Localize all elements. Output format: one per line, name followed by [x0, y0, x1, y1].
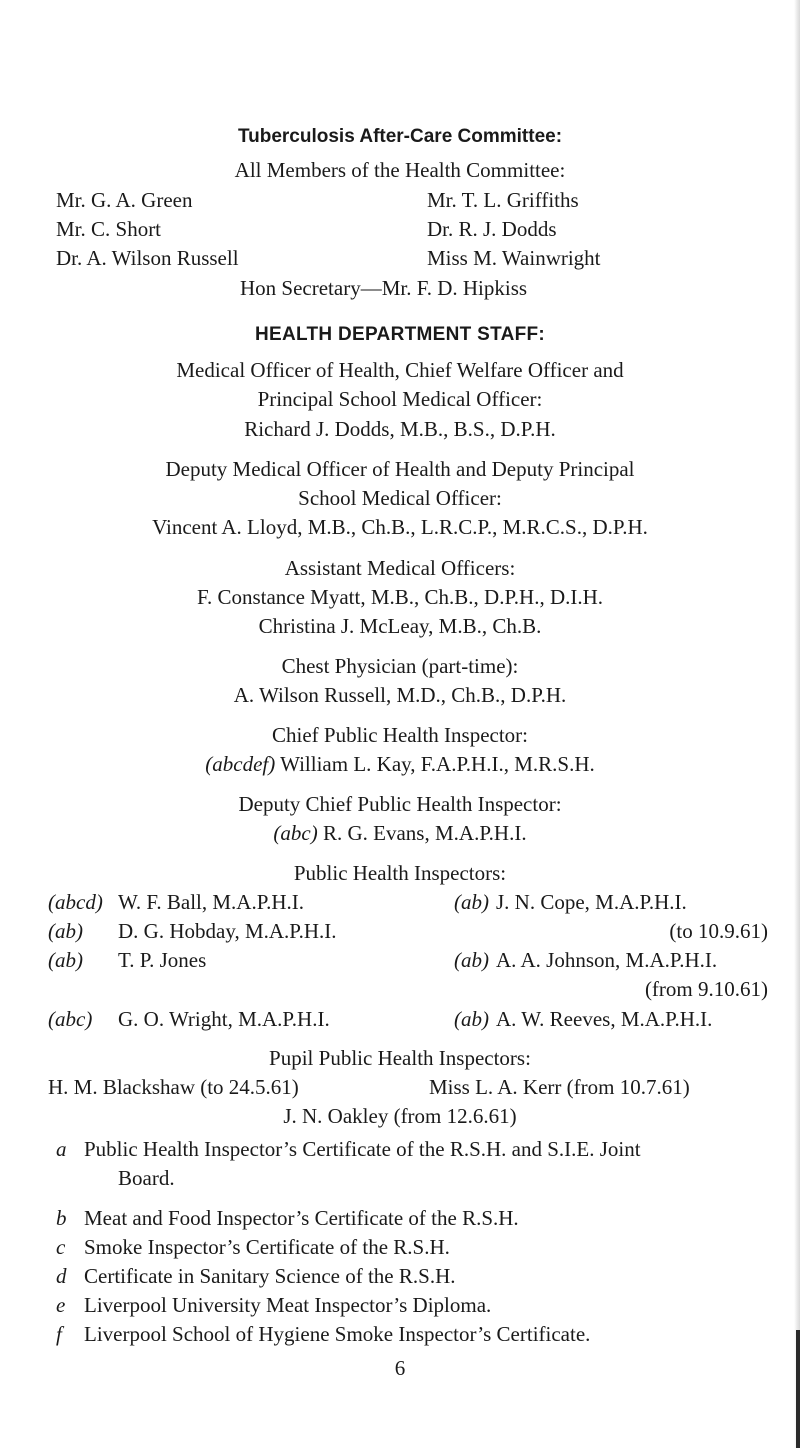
phi-name: J. N. Cope, M.A.P.H.I. [496, 890, 687, 914]
tb-member: Mr. T. L. Griffiths [427, 188, 579, 212]
tb-member: Miss M. Wainwright [427, 246, 601, 270]
key-text: Smoke Inspector’s Certificate of the R.S.H. [84, 1235, 450, 1259]
phi-name: A. W. Reeves, M.A.P.H.I. [496, 1007, 713, 1031]
qualification-codes: (ab) [454, 948, 489, 972]
chief-phi-role: Chief Public Health Inspector: [271, 723, 529, 747]
deputy-phi-entry [0, 820, 800, 846]
key-text: Public Health Inspector’s Certificate of the R.S.H. and S.I.E. Joint [84, 1137, 641, 1161]
tb-member: Dr. A. Wilson Russell [56, 246, 239, 270]
key-text: Liverpool School of Hygiene Smoke Inspector’s Certificate. [84, 1322, 591, 1346]
page-edge-binding [796, 1330, 800, 1448]
qualification-codes: (ab) [454, 1007, 489, 1031]
chief-phi-entry [0, 751, 800, 777]
tb-member: Mr. G. A. Green [56, 188, 193, 212]
deputy-role: School Medical Officer: [298, 486, 502, 510]
phi-name: G. O. Wright, M.A.P.H.I. [118, 1007, 330, 1031]
moh-name: Richard J. Dodds, M.B., B.S., D.P.H. [244, 417, 556, 441]
qualification-codes: (abcd) [48, 890, 103, 914]
deputy-name: Vincent A. Lloyd, M.B., Ch.B., L.R.C.P., M.R.C.S., D.P.H. [152, 515, 648, 539]
phi-name: D. G. Hobday, M.A.P.H.I. [118, 919, 337, 943]
tb-member: Mr. C. Short [56, 217, 162, 241]
pupil-name: J. N. Oakley (from 12.6.61) [283, 1104, 517, 1128]
phi-date-note: (to 10.9.61) [669, 919, 768, 943]
key-letter: e [56, 1293, 66, 1317]
moh-role: Medical Officer of Health, Chief Welfare Officer and [176, 358, 624, 382]
phi-name: W. F. Ball, M.A.P.H.I. [118, 890, 304, 914]
chest-role: Chest Physician (part-time): [281, 654, 519, 678]
tb-member: Dr. R. J. Dodds [427, 217, 557, 241]
key-letter: c [56, 1235, 66, 1259]
qualification-codes: (abc) [273, 821, 318, 845]
pupil-name: Miss L. A. Kerr (from 10.7.61) [429, 1075, 690, 1099]
key-letter: d [56, 1264, 67, 1288]
page-edge-shadow [794, 0, 800, 1448]
assistant-name: F. Constance Myatt, M.B., Ch.B., D.P.H., D.I.H. [196, 585, 604, 609]
deputy-phi-name: R. G. Evans, M.A.P.H.I. [322, 821, 527, 845]
key-letter: f [56, 1322, 62, 1346]
key-text: Board. [118, 1166, 175, 1190]
phi-name: T. P. Jones [118, 948, 207, 972]
key-text: Meat and Food Inspector’s Certificate of the R.S.H. [84, 1206, 519, 1230]
assistants-role: Assistant Medical Officers: [284, 556, 516, 580]
qualification-codes: (abc) [48, 1007, 93, 1031]
pupil-name: H. M. Blackshaw (to 24.5.61) [48, 1075, 299, 1099]
qualification-codes: (ab) [48, 919, 83, 943]
phi-role: Public Health Inspectors: [293, 861, 507, 885]
assistant-name: Christina J. McLeay, M.B., Ch.B. [258, 614, 542, 638]
phi-name: A. A. Johnson, M.A.P.H.I. [496, 948, 718, 972]
key-text: Certificate in Sanitary Science of the R.S.H. [84, 1264, 456, 1288]
key-letter: a [56, 1137, 67, 1161]
moh-role: Principal School Medical Officer: [257, 387, 543, 411]
tb-committee-intro: All Members of the Health Committee: [234, 158, 566, 182]
tb-secretary: Hon Secretary—Mr. F. D. Hipkiss [240, 276, 528, 300]
phi-date-note: (from 9.10.61) [644, 977, 768, 1001]
staff-title: HEALTH DEPARTMENT STAFF: [254, 324, 546, 345]
chest-name: A. Wilson Russell, M.D., Ch.B., D.P.H. [233, 683, 567, 707]
qualification-codes: (abcdef) [205, 752, 276, 776]
qualification-codes: (ab) [454, 890, 489, 914]
key-text: Liverpool University Meat Inspector’s Diploma. [84, 1293, 492, 1317]
deputy-role: Deputy Medical Officer of Health and Deputy Principal [165, 457, 635, 481]
chief-phi-name: William L. Kay, F.A.P.H.I., M.R.S.H. [280, 752, 595, 776]
pupils-role: Pupil Public Health Inspectors: [269, 1046, 531, 1070]
key-letter: b [56, 1206, 67, 1230]
deputy-phi-role: Deputy Chief Public Health Inspector: [238, 792, 562, 816]
page-number: 6 [394, 1356, 406, 1380]
tb-committee-title: Tuberculosis After-Care Committee: [237, 126, 563, 147]
qualification-codes: (ab) [48, 948, 83, 972]
